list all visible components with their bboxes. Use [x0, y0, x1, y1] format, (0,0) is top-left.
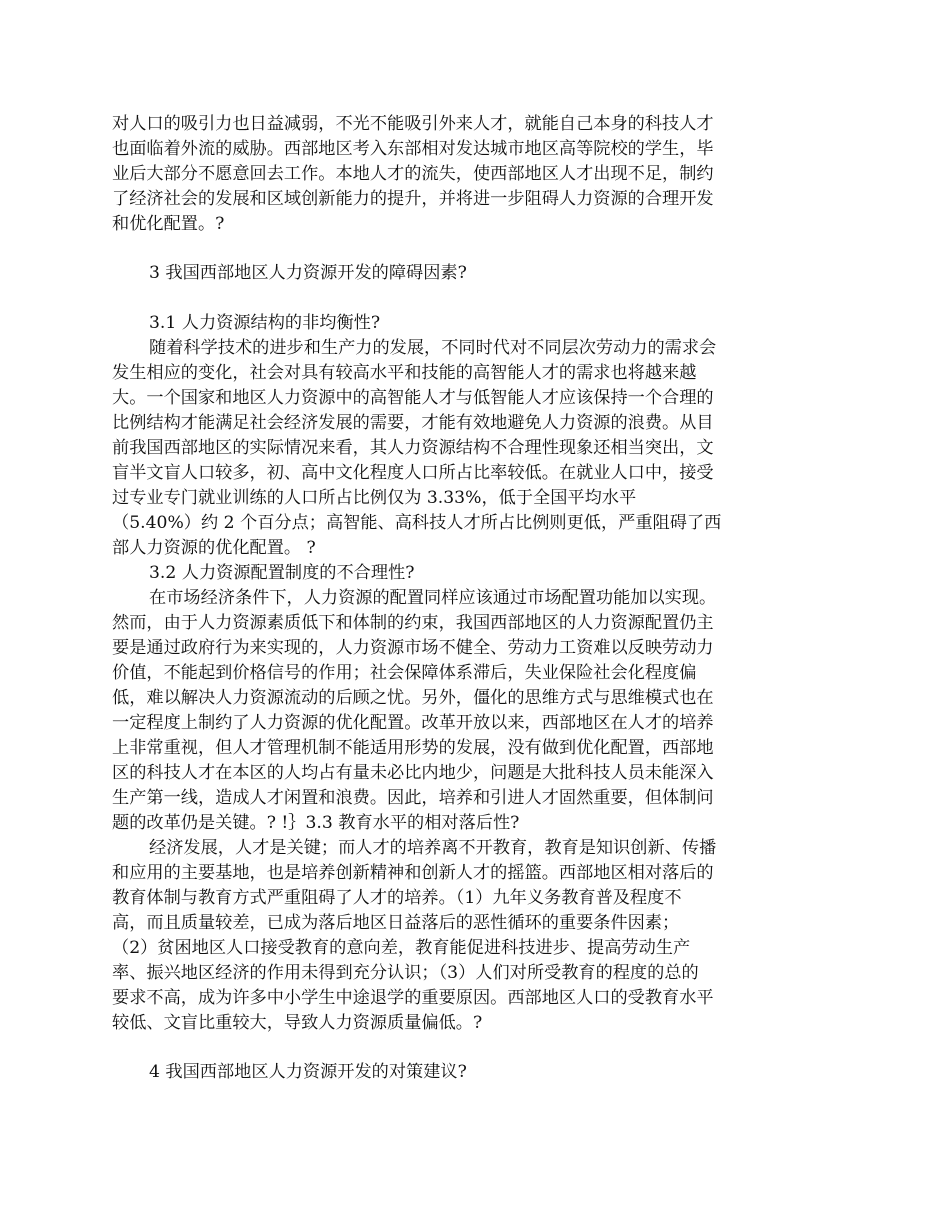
text-line: 业后大部分不愿意回去工作。本地人才的流失，使西部地区人才出现不足，制约 — [112, 164, 714, 184]
text-line: 和优化配置。? — [112, 214, 225, 234]
text-line: 要求不高，成为许多中小学生中途退学的重要原因。西部地区人口的受教育水平 — [112, 988, 714, 1008]
text-line: 比例结构才能满足社会经济发展的需要，才能有效地避免人力资源的浪费。从目 — [112, 413, 714, 433]
text-line: （2）贫困地区人口接受教育的意向差，教育能促进科技进步、提高劳动生产 — [112, 938, 691, 958]
text-line: 盲半文盲人口较多，初、高中文化程度人口所占比率较低。在就业人口中，接受 — [112, 463, 714, 483]
text-line: 一定程度上制约了人力资源的优化配置。改革开放以来，西部地区在人才的培养 — [112, 713, 714, 733]
section-heading-3: 3 我国西部地区人力资源开发的障碍因素? — [149, 263, 467, 283]
text-line: 在市场经济条件下，人力资源的配置同样应该通过市场配置功能加以实现。 — [149, 588, 717, 608]
subsection-heading-3-1: 3.1 人力资源结构的非均衡性? — [149, 313, 381, 333]
text-line: 生产第一线，造成人才闲置和浪费。因此，培养和引进人才固然重要，但体制问 — [112, 788, 714, 808]
text-line: 也面临着外流的威胁。西部地区考入东部相对发达城市地区高等院校的学生，毕 — [112, 139, 714, 159]
text-line: 较低、文盲比重较大，导致人力资源质量偏低。? — [112, 1013, 483, 1033]
text-line: 题的改革仍是关键。? !｝3.3 教育水平的相对落后性? — [112, 813, 520, 833]
text-line: 率、振兴地区经济的作用未得到充分认识；（3）人们对所受教育的程度的总的 — [112, 963, 699, 983]
text-line: 高，而且质量较差，已成为落后地区日益落后的恶性循环的重要条件因素； — [112, 913, 680, 933]
text-line: 经济发展，人才是关键；而人才的培养离不开教育，教育是知识创新、传播 — [149, 838, 717, 858]
text-line: 和应用的主要基地，也是培养创新精神和创新人才的摇篮。西部地区相对落后的 — [112, 863, 714, 883]
text-line: 大。一个国家和地区人力资源中的高智能人才与低智能人才应该保持一个合理的 — [112, 388, 714, 408]
text-line: 教育体制与教育方式严重阻碍了人才的培养。（1）九年义务教育普及程度不 — [112, 888, 682, 908]
text-line: 随着科学技术的进步和生产力的发展，不同时代对不同层次劳动力的需求会 — [149, 338, 717, 358]
text-line: 部人力资源的优化配置。 ? — [112, 538, 316, 558]
text-line: 要是通过政府行为来实现的，人力资源市场不健全、劳动力工资难以反映劳动力 — [112, 638, 714, 658]
text-line: 发生相应的变化，社会对具有较高水平和技能的高智能人才的需求也将越来越 — [112, 363, 697, 383]
text-line: 对人口的吸引力也日益减弱，不光不能吸引外来人才，就能自己本身的科技人才 — [112, 114, 714, 134]
text-line: 低，难以解决人力资源流动的后顾之忧。另外，僵化的思维方式与思维模式也在 — [112, 688, 714, 708]
text-line: 上非常重视，但人才管理机制不能适用形势的发展，没有做到优化配置，西部地 — [112, 738, 714, 758]
text-line: 前我国西部地区的实际情况来看，其人力资源结构不合理性现象还相当突出，文 — [112, 438, 714, 458]
text-line: 区的科技人才在本区的人均占有量未必比内地少，问题是大批科技人员未能深入 — [112, 763, 714, 783]
subsection-heading-3-2: 3.2 人力资源配置制度的不合理性? — [149, 563, 415, 583]
text-line: 然而，由于人力资源素质低下和体制的约束，我国西部地区的人力资源配置仍主 — [112, 613, 714, 633]
section-heading-4: 4 我国西部地区人力资源开发的对策建议? — [149, 1062, 467, 1082]
text-line: 价值，不能起到价格信号的作用；社会保障体系滞后，失业保险社会化程度偏 — [112, 663, 697, 683]
text-line: 过专业专门就业训练的人口所占比例仅为 3.33%，低于全国平均水平 — [112, 488, 637, 508]
text-line: 了经济社会的发展和区域创新能力的提升，并将进一步阻碍人力资源的合理开发 — [112, 189, 714, 209]
text-line: （5.40%）约 2 个百分点；高智能、高科技人才所占比例则更低，严重阻碍了西 — [112, 513, 722, 533]
